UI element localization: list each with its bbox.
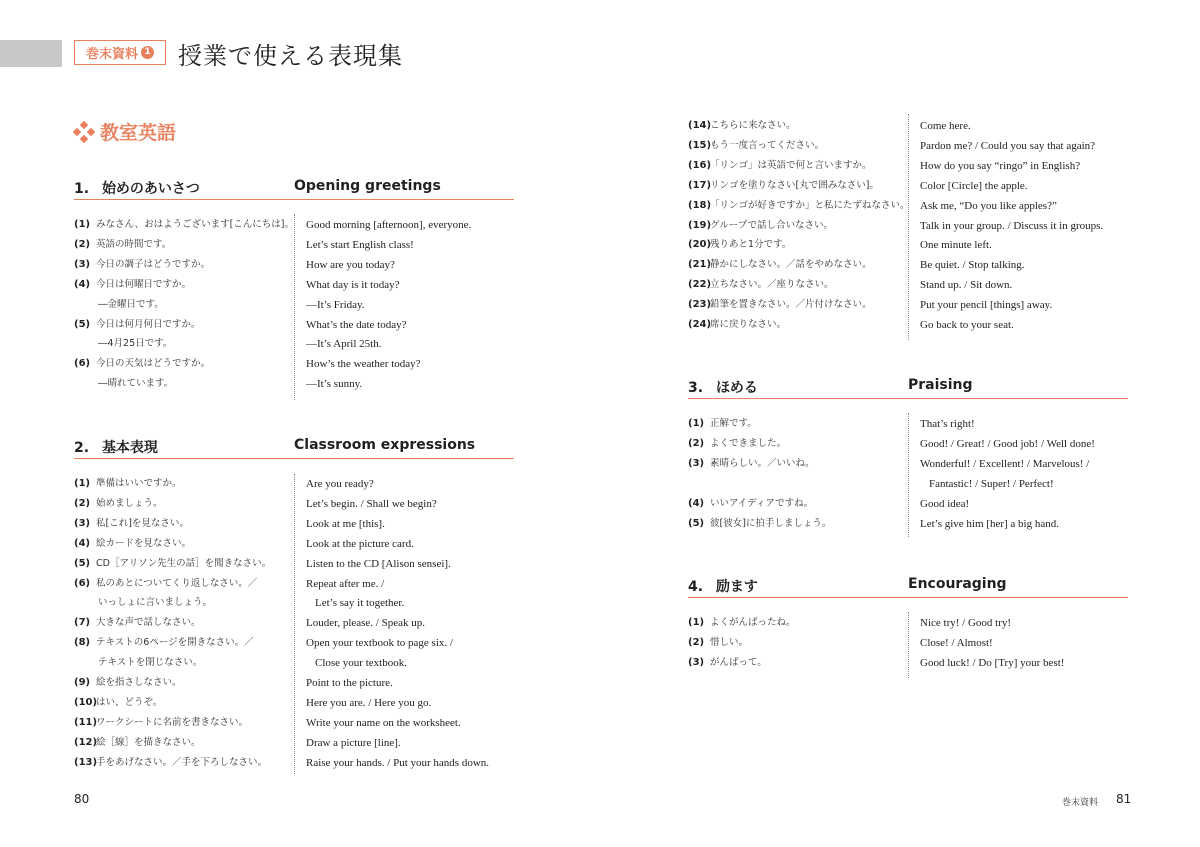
table-row (0, 613, 1200, 633)
row-japanese: がんばって。 (710, 656, 767, 668)
row-japanese: 今日は何曜日ですか。 (96, 278, 192, 290)
row-number: (17) (688, 179, 712, 191)
table-row (0, 693, 1200, 713)
row-number: (16) (688, 159, 712, 171)
table-row (0, 633, 1200, 653)
row-japanese: 英語の時間です。 (96, 238, 172, 250)
table-row (0, 753, 1200, 773)
row-japanese: ―金曜日です。 (98, 298, 164, 310)
table-row (0, 713, 1200, 733)
row-english: Be quiet. / Stop talking. (920, 259, 1025, 272)
row-japanese: 席に戻りなさい。 (710, 319, 787, 330)
row-english: How are you today? (306, 258, 395, 271)
row-japanese: テキストを閉じなさい。 (98, 657, 203, 669)
table-row (0, 354, 1200, 374)
row-english: Put your pencil [things] away. (920, 299, 1053, 312)
table-row (0, 136, 1200, 156)
row-japanese: 素晴らしい。／いいね。 (710, 457, 815, 469)
row-number: (3) (688, 656, 705, 668)
row-english: ―It’s Friday. (306, 298, 365, 311)
row-number: (7) (74, 617, 91, 629)
row-number: (21) (688, 259, 712, 271)
row-number: (3) (688, 457, 705, 469)
row-english: Close your textbook. (315, 657, 407, 670)
row-english: Repeat after me. / (306, 577, 385, 590)
row-english: Let’s give him [her] a big hand. (920, 517, 1059, 530)
table-row (0, 374, 1200, 394)
subsection-jp-title: 励ます (715, 579, 758, 595)
row-english: Let’s begin. / Shall we begin? (306, 497, 437, 510)
row-number: (1) (74, 478, 91, 489)
row-japanese: いっしょに言いましょう。 (98, 597, 213, 609)
subsection-3-rule (688, 398, 1128, 399)
row-number: (1) (74, 219, 91, 230)
row-japanese: 「リンゴ」は英語で何と言いますか。 (710, 159, 872, 171)
table-row (0, 514, 1200, 534)
row-japanese: もう一度言ってください。 (710, 139, 825, 151)
table-row (0, 414, 1200, 434)
table-row (0, 315, 1200, 335)
row-english: ―It’s sunny. (306, 378, 363, 391)
row-english: Write your name on the worksheet. (306, 716, 461, 729)
row-japanese: 絵カードを見なさい。 (96, 537, 192, 549)
subsection-jp-title: 始めのあいさつ (101, 181, 200, 197)
table-row (0, 196, 1200, 216)
row-english: Look at the picture card. (306, 537, 414, 550)
row-japanese: いいアイディアですね。 (710, 497, 814, 509)
row-english: Good morning [afternoon], everyone. (306, 219, 472, 231)
row-english: Let’s say it together. (315, 597, 405, 610)
row-number: (4) (688, 497, 705, 509)
table-row (0, 176, 1200, 196)
row-number: (2) (688, 437, 705, 449)
row-japanese: 絵［線］を描きなさい。 (96, 736, 201, 748)
row-english: Listen to the CD [Alison sensei]. (306, 557, 451, 570)
row-english: Close! / Almost! (920, 636, 993, 649)
row-number: (11) (74, 716, 98, 728)
row-english: ―It’s April 25th. (306, 338, 382, 351)
row-japanese: 彼[彼女]に拍手しましょう。 (710, 517, 832, 529)
row-number: (12) (74, 736, 98, 748)
row-number: (6) (74, 358, 91, 370)
table-row (0, 673, 1200, 693)
row-english: Color [Circle] the apple. (920, 179, 1028, 192)
row-number: (2) (688, 636, 705, 648)
subsection-number: 4. (688, 579, 704, 595)
row-english: Good idea! (920, 497, 970, 510)
row-japanese: ―4月25日です。 (98, 338, 173, 350)
row-number: (3) (74, 258, 91, 270)
row-japanese: グループで話し合いなさい。 (710, 219, 834, 231)
row-japanese: 正解です。 (710, 418, 757, 429)
row-japanese: 今日は何月何日ですか。 (96, 318, 201, 330)
row-japanese: 絵を指さしなさい。 (96, 677, 182, 688)
row-japanese: 立ちなさい。／座りなさい。 (710, 279, 834, 291)
row-japanese: CD［アリソン先生の話］を聞きなさい。 (96, 557, 272, 569)
row-number: (5) (74, 557, 91, 569)
row-english: Wonderful! / Excellent! / Marvelous! / (920, 457, 1090, 470)
row-english: Stand up. / Sit down. (920, 279, 1013, 292)
subsection-number: 1. (74, 181, 90, 197)
row-japanese: 今日の調子はどうですか。 (96, 258, 211, 270)
row-number: (9) (74, 677, 91, 688)
row-number: (14) (688, 120, 712, 131)
badge-label: 巻末資料 (85, 47, 138, 62)
row-english: Open your textbook to page six. / (306, 637, 453, 650)
row-number: (23) (688, 299, 712, 311)
subsection-1-en-title: Opening greetings (294, 178, 441, 194)
row-number: (6) (74, 577, 91, 589)
row-japanese: ―晴れています。 (98, 378, 174, 390)
table-row (0, 275, 1200, 295)
row-english: Ask me, “Do you like apples?” (920, 199, 1057, 212)
row-english: That’s right! (920, 418, 975, 430)
row-japanese: 準備はいいですか。 (96, 478, 182, 489)
page-title: 授業で使える表現集 (178, 42, 403, 70)
left-page-number: 80 (74, 792, 90, 806)
subsection-jp-title: 基本表現 (101, 440, 158, 456)
table-row (0, 156, 1200, 176)
row-japanese: 惜しい。 (710, 636, 749, 648)
appendix-badge (74, 40, 166, 65)
row-english: Go back to your seat. (920, 319, 1014, 331)
row-number: (24) (688, 319, 712, 330)
table-row (0, 295, 1200, 315)
subsection-3-en-title: Praising (908, 377, 973, 393)
subsection-number: 3. (688, 380, 704, 396)
subsection-2-en-title: Classroom expressions (294, 437, 476, 453)
header-gray-tab (0, 40, 62, 67)
row-number: (19) (688, 219, 712, 231)
table-row (0, 494, 1200, 514)
row-japanese: 「リンゴが好きですか」と私にたずねなさい。 (710, 199, 910, 211)
table-row (0, 653, 1200, 673)
table-row (0, 474, 1200, 494)
row-english: What’s the date today? (306, 318, 407, 331)
subsection-jp-title: ほめる (715, 380, 758, 396)
row-english: How’s the weather today? (306, 358, 421, 371)
row-japanese: 手をあげなさい。／手を下ろしなさい。 (96, 756, 268, 768)
row-english: Nice try! / Good try! (920, 617, 1012, 629)
row-english: Come here. (920, 120, 971, 132)
row-number: (4) (74, 537, 91, 549)
row-english: Pardon me? / Could you say that again? (920, 139, 1096, 152)
row-japanese: 始めましょう。 (96, 497, 163, 509)
row-japanese: 残りあと1分です。 (710, 239, 792, 251)
table-row (0, 593, 1200, 613)
row-number: (3) (74, 517, 91, 529)
row-english: How do you say “ringo” in English? (920, 159, 1081, 172)
row-english: Louder, please. / Speak up. (306, 617, 425, 630)
row-english: Fantastic! / Super! / Perfect! (929, 477, 1054, 490)
table-row (0, 255, 1200, 275)
row-english: Let’s start English class! (306, 238, 414, 251)
row-english: Point to the picture. (306, 677, 393, 689)
row-japanese: 大きな声で話しなさい。 (96, 617, 201, 629)
row-japanese: ワークシートに名前を書きなさい。 (96, 716, 249, 728)
row-japanese: みなさん、おはようございます[こんにちは]。 (96, 219, 294, 230)
table-row (0, 434, 1200, 454)
right-page-number: 81 (1116, 792, 1132, 806)
row-english: What day is it today? (306, 278, 400, 291)
row-number: (2) (74, 497, 91, 509)
row-number: (2) (74, 238, 91, 250)
row-english: Are you ready? (306, 478, 374, 490)
subsection-number: 2. (74, 440, 90, 456)
row-japanese: テキストの6ページを開きなさい。／ (96, 637, 254, 649)
row-japanese: 今日の天気はどうですか。 (96, 358, 211, 370)
row-english: Good! / Great! / Good job! / Well done! (920, 437, 1095, 450)
footer-label: 巻末資料 (1062, 798, 1099, 808)
row-number: (1) (688, 418, 705, 429)
table-row (0, 733, 1200, 753)
row-number: (5) (688, 517, 705, 529)
row-number: (10) (74, 696, 98, 708)
row-english: One minute left. (920, 239, 992, 252)
row-english: Good luck! / Do [Try] your best! (920, 656, 1065, 669)
row-japanese: 静かにしなさい。／話をやめなさい。 (710, 259, 872, 271)
row-japanese: こちらに来なさい。 (710, 120, 796, 131)
table-row (0, 574, 1200, 594)
row-english: Draw a picture [line]. (306, 736, 401, 749)
row-number: (13) (74, 756, 98, 768)
table-row (0, 534, 1200, 554)
row-english: Talk in your group. / Discuss it in groups. (920, 219, 1104, 232)
row-japanese: よくがんばったね。 (710, 617, 796, 628)
row-japanese: よくできました。 (710, 437, 787, 449)
subsection-4-en-title: Encouraging (908, 576, 1007, 592)
row-english: Raise your hands. / Put your hands down. (306, 756, 490, 769)
row-number: (1) (688, 617, 705, 628)
table-row (0, 554, 1200, 574)
section-title-text: 教室英語 (100, 122, 177, 144)
table-row (0, 216, 1200, 236)
row-japanese: 私[これ]を見なさい。 (96, 517, 189, 529)
row-number: (18) (688, 199, 712, 211)
badge-number: 1 (141, 46, 154, 59)
table-row (0, 235, 1200, 255)
table-row (0, 116, 1200, 136)
row-english: Here you are. / Here you go. (306, 696, 432, 709)
table-row (0, 454, 1200, 474)
row-number: (15) (688, 139, 712, 151)
row-japanese: はい、どうぞ。 (96, 696, 163, 708)
row-japanese: 鉛筆を置きなさい。／片付けなさい。 (710, 299, 872, 311)
row-number: (8) (74, 637, 91, 649)
table-row (0, 334, 1200, 354)
row-number: (4) (74, 278, 91, 290)
row-number: (20) (688, 239, 712, 251)
row-english: Look at me [this]. (306, 517, 385, 530)
row-japanese: リンゴを塗りなさい[丸で囲みなさい]。 (710, 179, 879, 191)
row-number: (22) (688, 279, 712, 291)
row-japanese: 私のあとについてくり返しなさい。／ (96, 577, 258, 589)
row-number: (5) (74, 318, 91, 330)
